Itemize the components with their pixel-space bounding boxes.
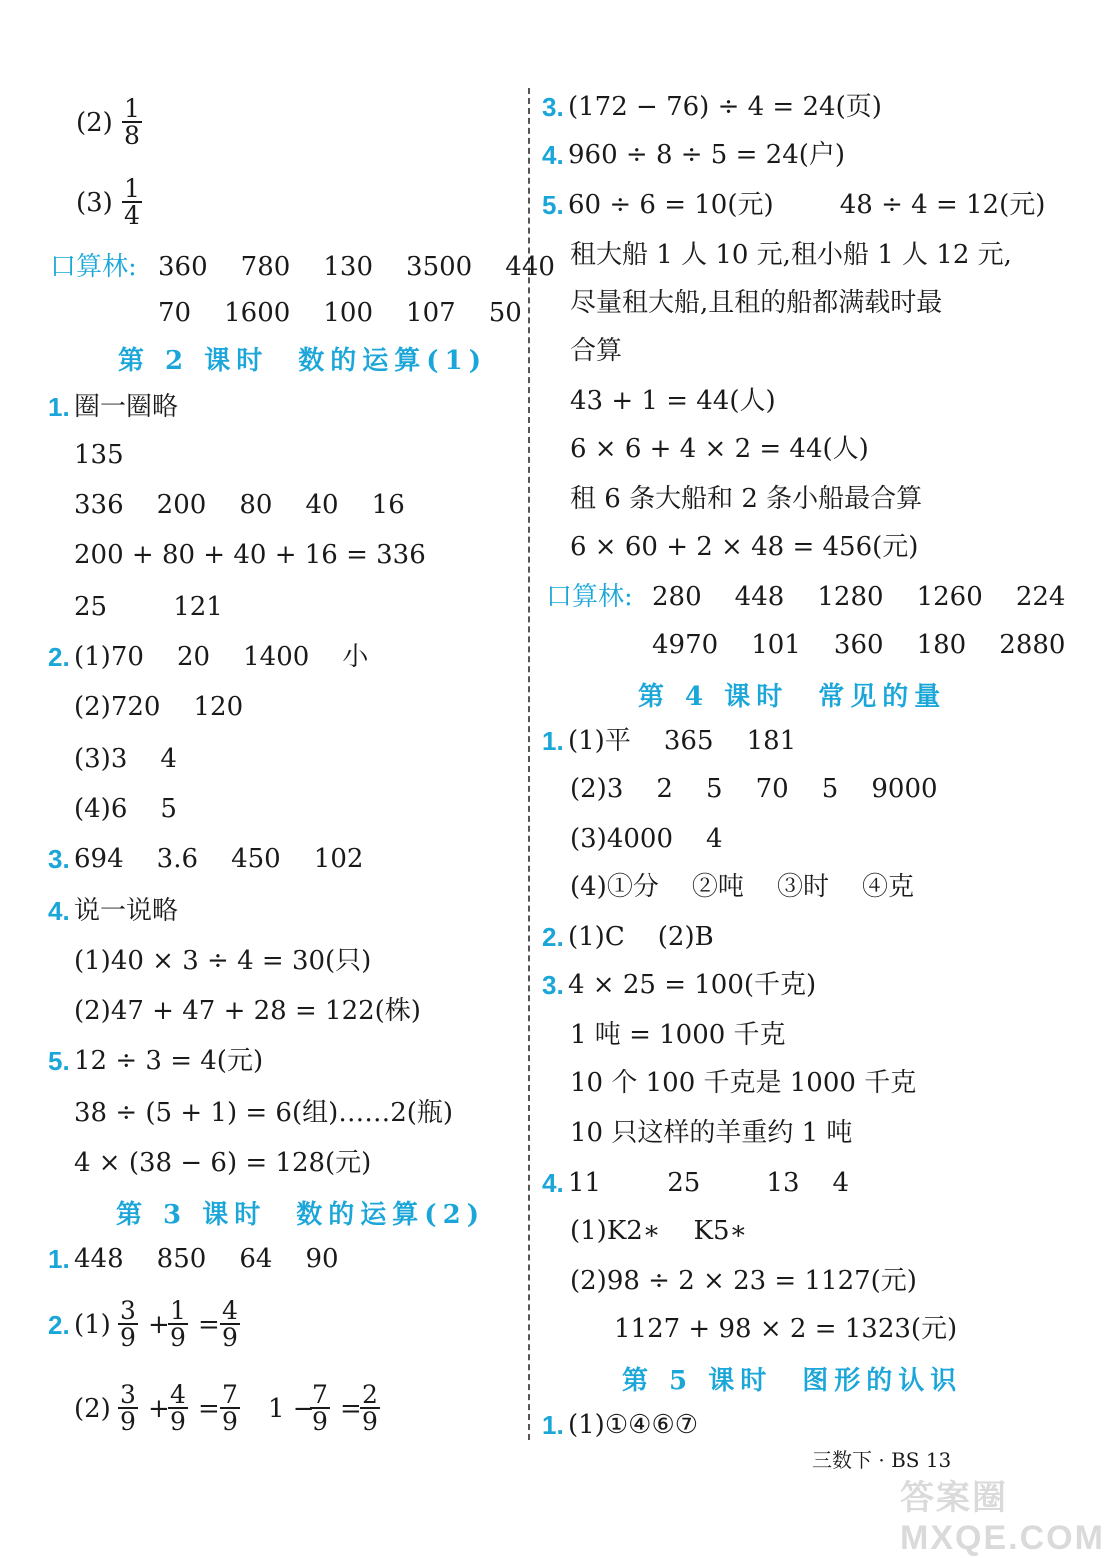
denominator: 9 [170,1323,186,1352]
denominator: 9 [170,1407,186,1436]
section-heading: 第 3 课时 数的运算(2) [116,1200,485,1230]
answer-line: 10 个 100 千克是 1000 千克 [570,1068,917,1098]
answer-line: 6 × 60 + 2 × 48 = 456(元) [570,532,919,562]
fraction [122,176,142,228]
answer-line: 43 + 1 = 44(人) [570,386,776,416]
section-heading: 第 5 课时 图形的认识 [622,1366,963,1396]
denominator: 8 [124,121,140,150]
kousuanlin-row: 4970 101 360 180 2880 [652,630,1066,660]
fraction [360,1382,380,1434]
answer-line: 6 × 6 + 4 × 2 = 44(人) [570,434,869,464]
operator: 1 − [268,1394,315,1424]
answer-line: 960 ÷ 8 ÷ 5 = 24(户) [568,140,846,170]
answer-line: 合算 [570,336,623,366]
answer-line: (2)720 120 [74,692,244,722]
column-divider [528,88,530,1440]
answer-line: 11 25 13 4 [568,1168,850,1198]
answer-line: 租 6 条大船和 2 条小船最合算 [570,484,923,514]
denominator: 9 [222,1323,238,1352]
question-number: 3. [542,92,564,122]
fraction [118,1298,138,1350]
sub-label: (2) [74,1394,111,1424]
answer-line: 1127 + 98 × 2 = 1323(元) [614,1314,958,1344]
answer-line: 12 ÷ 3 = 4(元) [74,1046,264,1076]
kousuanlin-label: 口算林: [50,252,137,282]
answer-line: (172 − 76) ÷ 4 = 24(页) [568,92,882,122]
answer-line: (3)4000 4 [570,824,723,854]
question-number: 1. [542,1410,564,1440]
answer-line: (1)①④⑥⑦ [568,1410,699,1440]
numerator: 7 [222,1380,238,1409]
fraction [168,1382,188,1434]
numerator: 4 [222,1296,238,1325]
operator: = [198,1394,220,1424]
numerator: 1 [124,174,140,203]
answer-line: 336 200 80 40 16 [74,490,405,520]
kousuanlin-row: 70 1600 100 107 50 [158,298,522,328]
fraction [220,1298,240,1350]
numerator: 3 [120,1296,136,1325]
answer-line: 尽量租大船,且租的船都满载时最 [570,288,943,318]
fraction [122,96,142,148]
kousuanlin-label: 口算林: [546,582,633,612]
section-heading: 第 2 课时 数的运算(1) [118,346,487,376]
denominator: 9 [312,1407,328,1436]
denominator: 9 [120,1323,136,1352]
answer-line: 1 吨 = 1000 千克 [570,1020,786,1050]
operator: = [340,1394,362,1424]
operator: + [148,1394,170,1424]
numerator: 1 [170,1296,186,1325]
answer-line: 4 × (38 − 6) = 128(元) [74,1148,372,1178]
fraction [168,1298,188,1350]
answer-line: 25 121 [74,592,223,622]
answer-line: (2)47 + 47 + 28 = 122(株) [74,996,421,1026]
answer-line: 60 ÷ 6 = 10(元) 48 ÷ 4 = 12(元) [568,190,1046,220]
question-number: 3. [48,844,70,874]
answer-line: 圈一圈略 [74,392,179,422]
answer-line: 4 × 25 = 100(千克) [568,970,817,1000]
answer-line: (4)①分 ②吨 ③时 ④克 [570,872,915,902]
numerator: 1 [124,94,140,123]
denominator: 4 [124,201,140,230]
fraction [310,1382,330,1434]
fraction [220,1382,240,1434]
question-number: 1. [542,726,564,756]
denominator: 9 [362,1407,378,1436]
question-number: 5. [48,1046,70,1076]
numerator: 7 [312,1380,328,1409]
question-number: 1. [48,1244,70,1274]
answer-line: 448 850 64 90 [74,1244,339,1274]
page-footer: 三数下 · BS 13 [812,1448,952,1472]
sub-label: (1) [74,1310,111,1340]
numerator: 3 [120,1380,136,1409]
denominator: 9 [120,1407,136,1436]
operator: + [148,1310,170,1340]
answer-line: (4)6 5 [74,794,177,824]
answer-line: 10 只这样的羊重约 1 吨 [570,1118,853,1148]
answer-line: 694 3.6 450 102 [74,844,364,874]
kousuanlin-row: 360 780 130 3500 440 [158,252,555,282]
answer-line: (1)70 20 1400 小 [74,642,369,672]
kousuanlin-row: 280 448 1280 1260 224 [652,582,1066,612]
question-number: 3. [542,970,564,1000]
answer-line: (2)98 ÷ 2 × 23 = 1127(元) [570,1266,917,1296]
question-number: 2. [48,1310,70,1340]
question-number: 2. [542,922,564,952]
question-number: 5. [542,190,564,220]
section-heading: 第 4 课时 常见的量 [638,682,947,712]
frac-label: (2) [76,108,113,138]
answer-line: (1)K2∗ K5∗ [570,1216,748,1246]
watermark: 答案圈 MXQE.COM [900,1479,1105,1557]
answer-line: 租大船 1 人 10 元,租小船 1 人 12 元, [570,240,1012,270]
question-number: 2. [48,642,70,672]
question-number: 4. [542,140,564,170]
answer-line: (2)3 2 5 70 5 9000 [570,774,938,804]
denominator: 9 [222,1407,238,1436]
question-number: 4. [48,896,70,926]
answer-line: 200 + 80 + 40 + 16 = 336 [74,540,426,570]
fraction [118,1382,138,1434]
answer-line: (1)平 365 181 [568,726,797,756]
answer-line: (1)40 × 3 ÷ 4 = 30(只) [74,946,372,976]
answer-line: 135 [74,440,124,470]
answer-line: 38 ÷ (5 + 1) = 6(组)……2(瓶) [74,1098,454,1128]
numerator: 4 [170,1380,186,1409]
question-number: 4. [542,1168,564,1198]
operator: = [198,1310,220,1340]
numerator: 2 [362,1380,378,1409]
frac-label: (3) [76,188,113,218]
answer-line: (1)C (2)B [568,922,714,952]
answer-line: (3)3 4 [74,744,177,774]
answer-line: 说一说略 [74,896,179,926]
question-number: 1. [48,392,70,422]
